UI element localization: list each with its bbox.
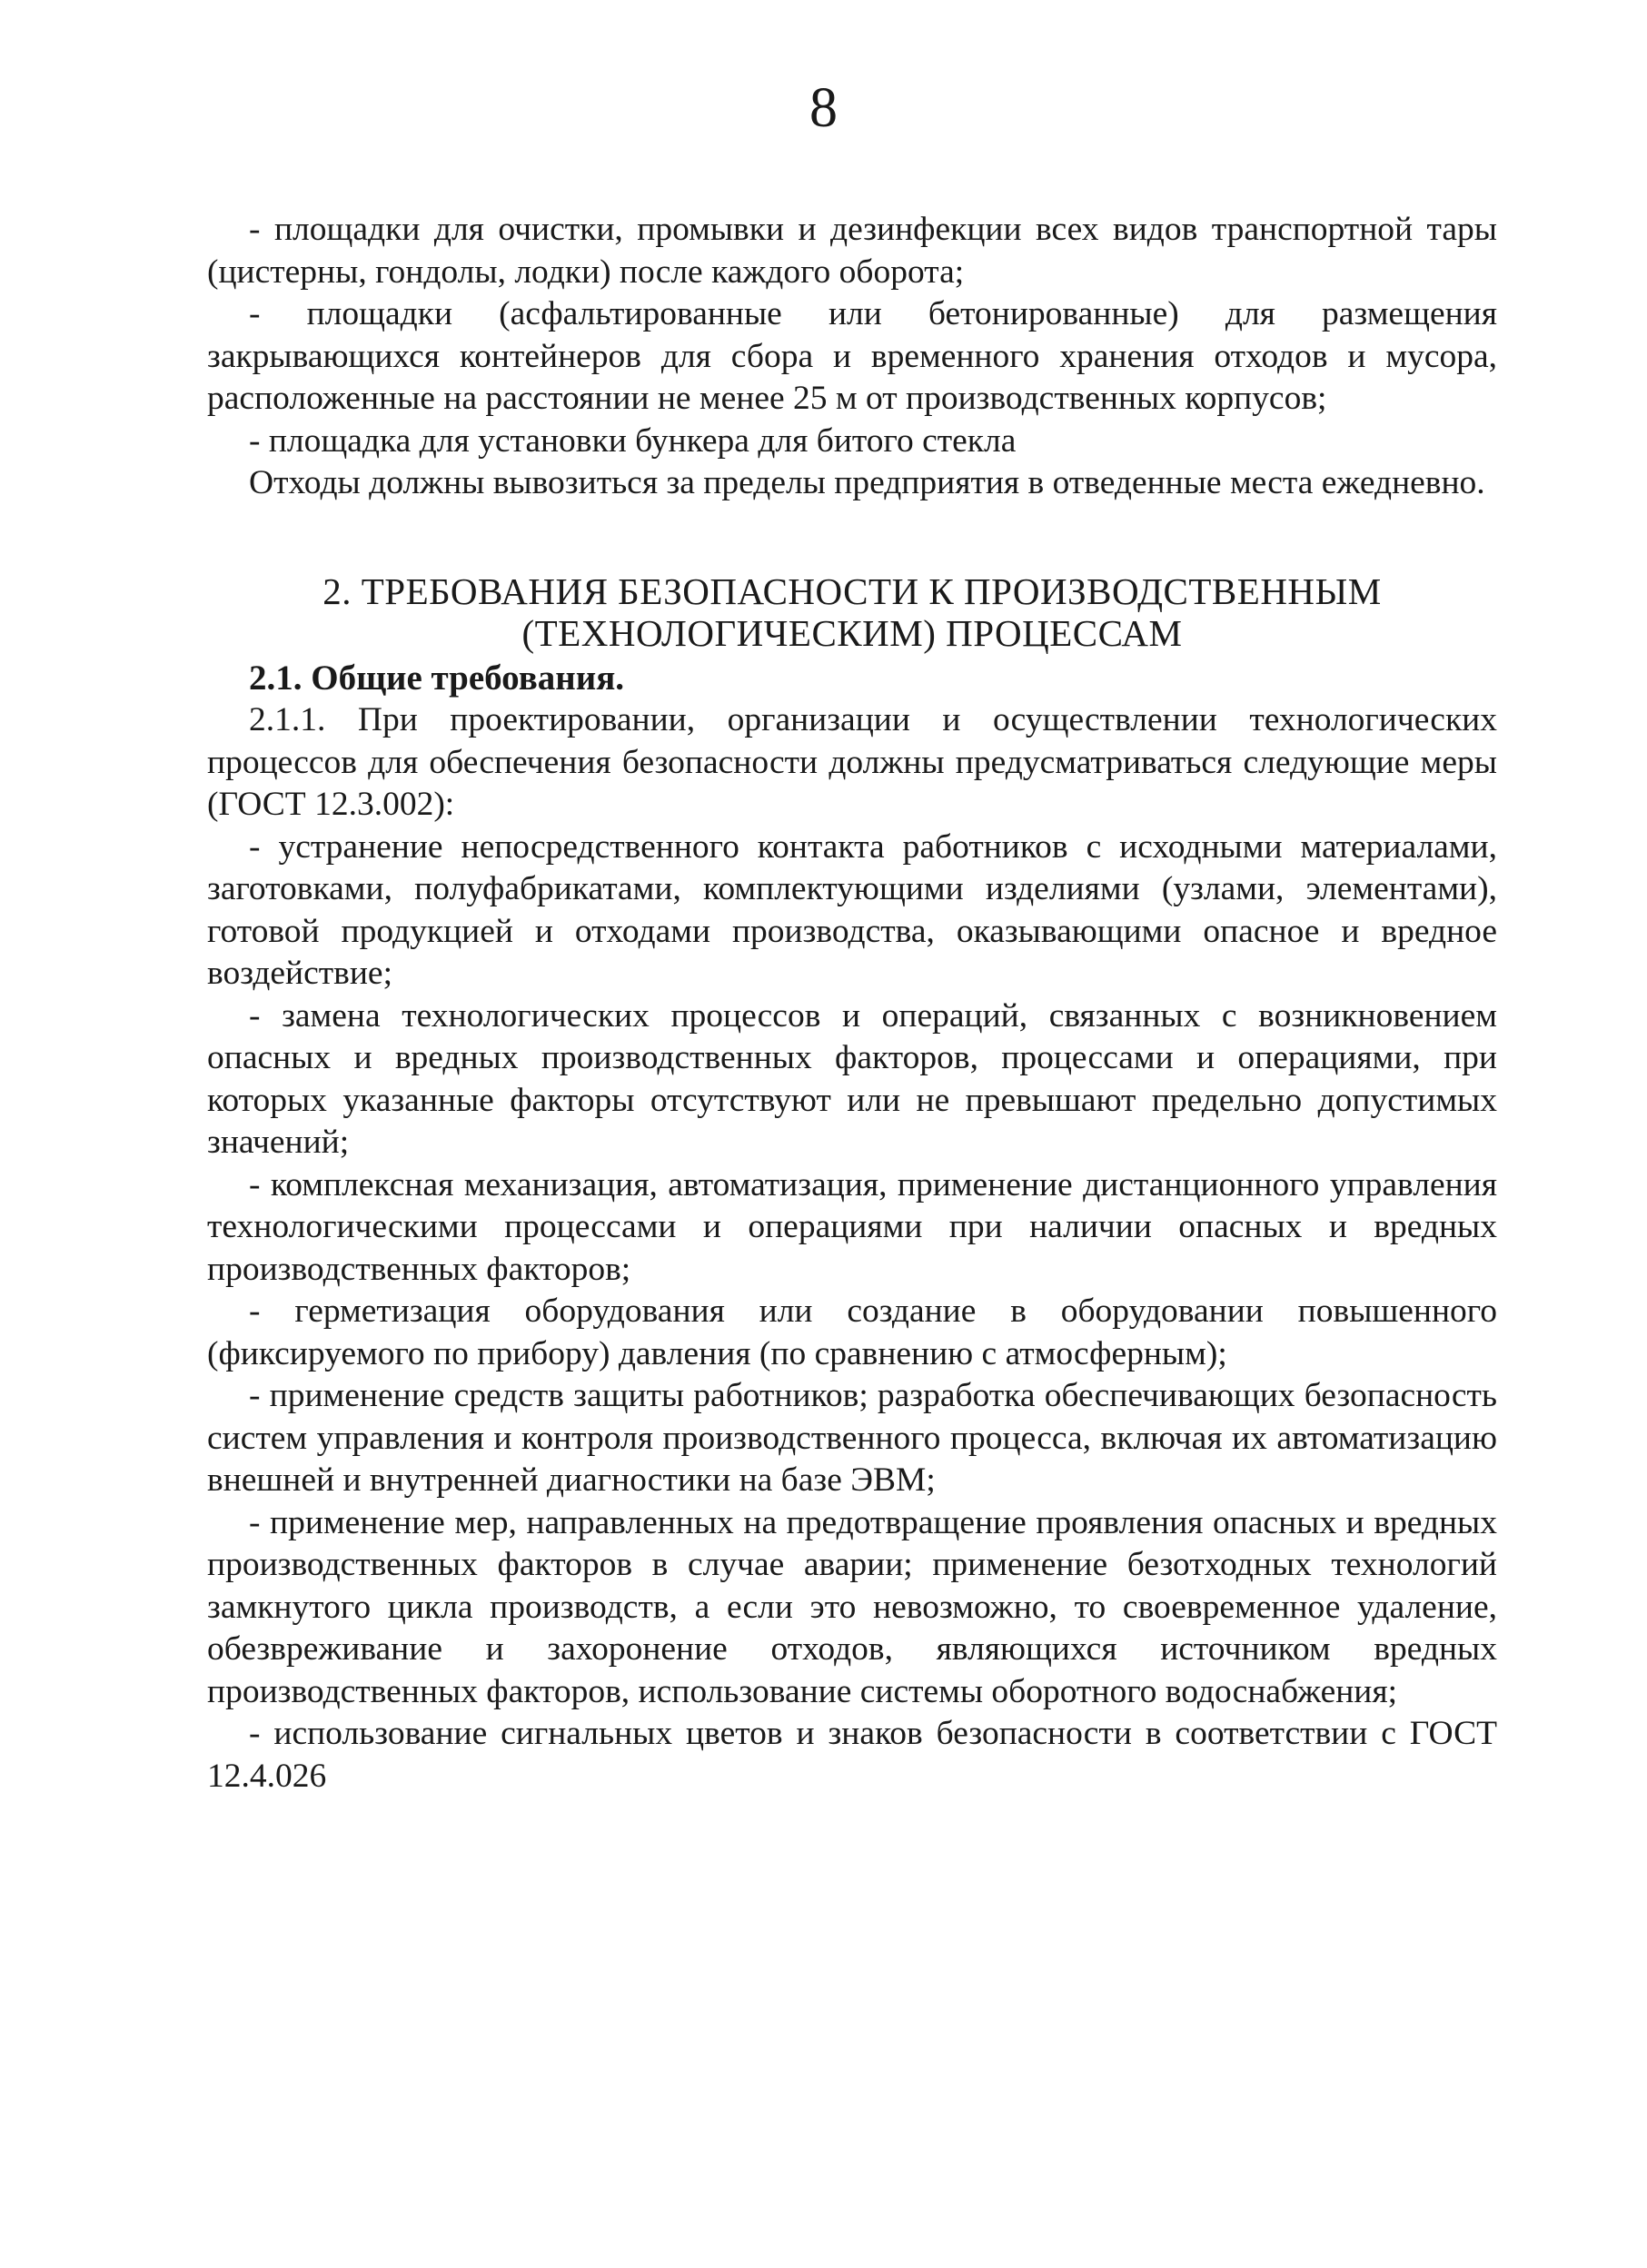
paragraph-2-1-1: 2.1.1. При проектировании, организации и осуществлении технологических процессов для обеспечения безопасности должны предусматриваться следующие меры (ГОСТ 12.3.002): — [207, 701, 1497, 823]
list-item-contact-elimination: - устранение непосредственного контакта работников с исходными материалами, заготовками, полуфабрикатами, комплектующими изделиями (узлами, элементами), готовой продукцией и отходами производства, оказывающими опасное и вредное воздействие; — [207, 827, 1497, 992]
paragraph-waste-removal: Отходы должны вывозиться за пределы предприятия в отведенные места ежедневно. — [249, 464, 1485, 501]
section-heading — [207, 570, 1497, 654]
section-heading-line-1: 2. ТРЕБОВАНИЯ БЕЗОПАСНОСТИ К ПРОИЗВОДСТВЕННЫМ — [322, 569, 1382, 612]
list-item-signal-colors: - использование сигнальных цветов и знаков безопасности в соответствии с ГОСТ 12.4.026 — [207, 1715, 1497, 1795]
list-item-sealing: - герметизация оборудования или создание в оборудовании повышенного (фиксируемого по прибору) давления (по сравнению с атмосферным); — [207, 1292, 1497, 1372]
list-item-protection-means: - применение средств защиты работников; разработка обеспечивающих безопасность систем управления и контроля производственного процесса, включая их автоматизацию внешней и внутренней диагностики на базе ЭВМ; — [207, 1377, 1497, 1499]
list-item-accident-prevention: - применение мер, направленных на предотвращение проявления опасных и вредных производственных факторов в случае аварии; применение безотходных технологий замкнутого цикла производств, а если это невозможно, то своевременное удаление, обезвреживание и захоронение отходов, являющихся источником вредных производственных факторов, использование системы оборотного водоснабжения; — [207, 1503, 1497, 1710]
section-heading-line-2: (ТЕХНОЛОГИЧЕСКИМ) ПРОЦЕССАМ — [521, 611, 1183, 654]
list-item-process-replacement: - замена технологических процессов и операций, связанных с возникновением опасных и вредных производственных факторов, процессами и операциями, при которых указанные факторы отсутствуют или не превышают предельно допустимых значений; — [207, 996, 1497, 1161]
document-body — [207, 209, 1497, 1798]
paragraph-waste-container-areas: - площадки (асфальтированные или бетонированные) для размещения закрывающихся контейнеров для сбора и временного хранения отходов и мусора, расположенные на расстоянии не менее 25 м от производственных корпусов; — [207, 295, 1497, 417]
page-number: 8 — [809, 77, 838, 139]
paragraph-glass-bunker-area: - площадка для установки бункера для битого стекла — [249, 421, 1017, 460]
paragraph-cleaning-areas: - площадки для очистки, промывки и дезинфекции всех видов транспортной тары (цистерны, гондолы, лодки) после каждого оборота; — [207, 211, 1497, 291]
list-item-mechanization: - комплексная механизация, автоматизация, применение дистанционного управления технологическими процессами и операциями при наличии опасных и вредных производственных факторов; — [207, 1165, 1497, 1288]
subsection-heading: 2.1. Общие требования. — [249, 658, 625, 698]
